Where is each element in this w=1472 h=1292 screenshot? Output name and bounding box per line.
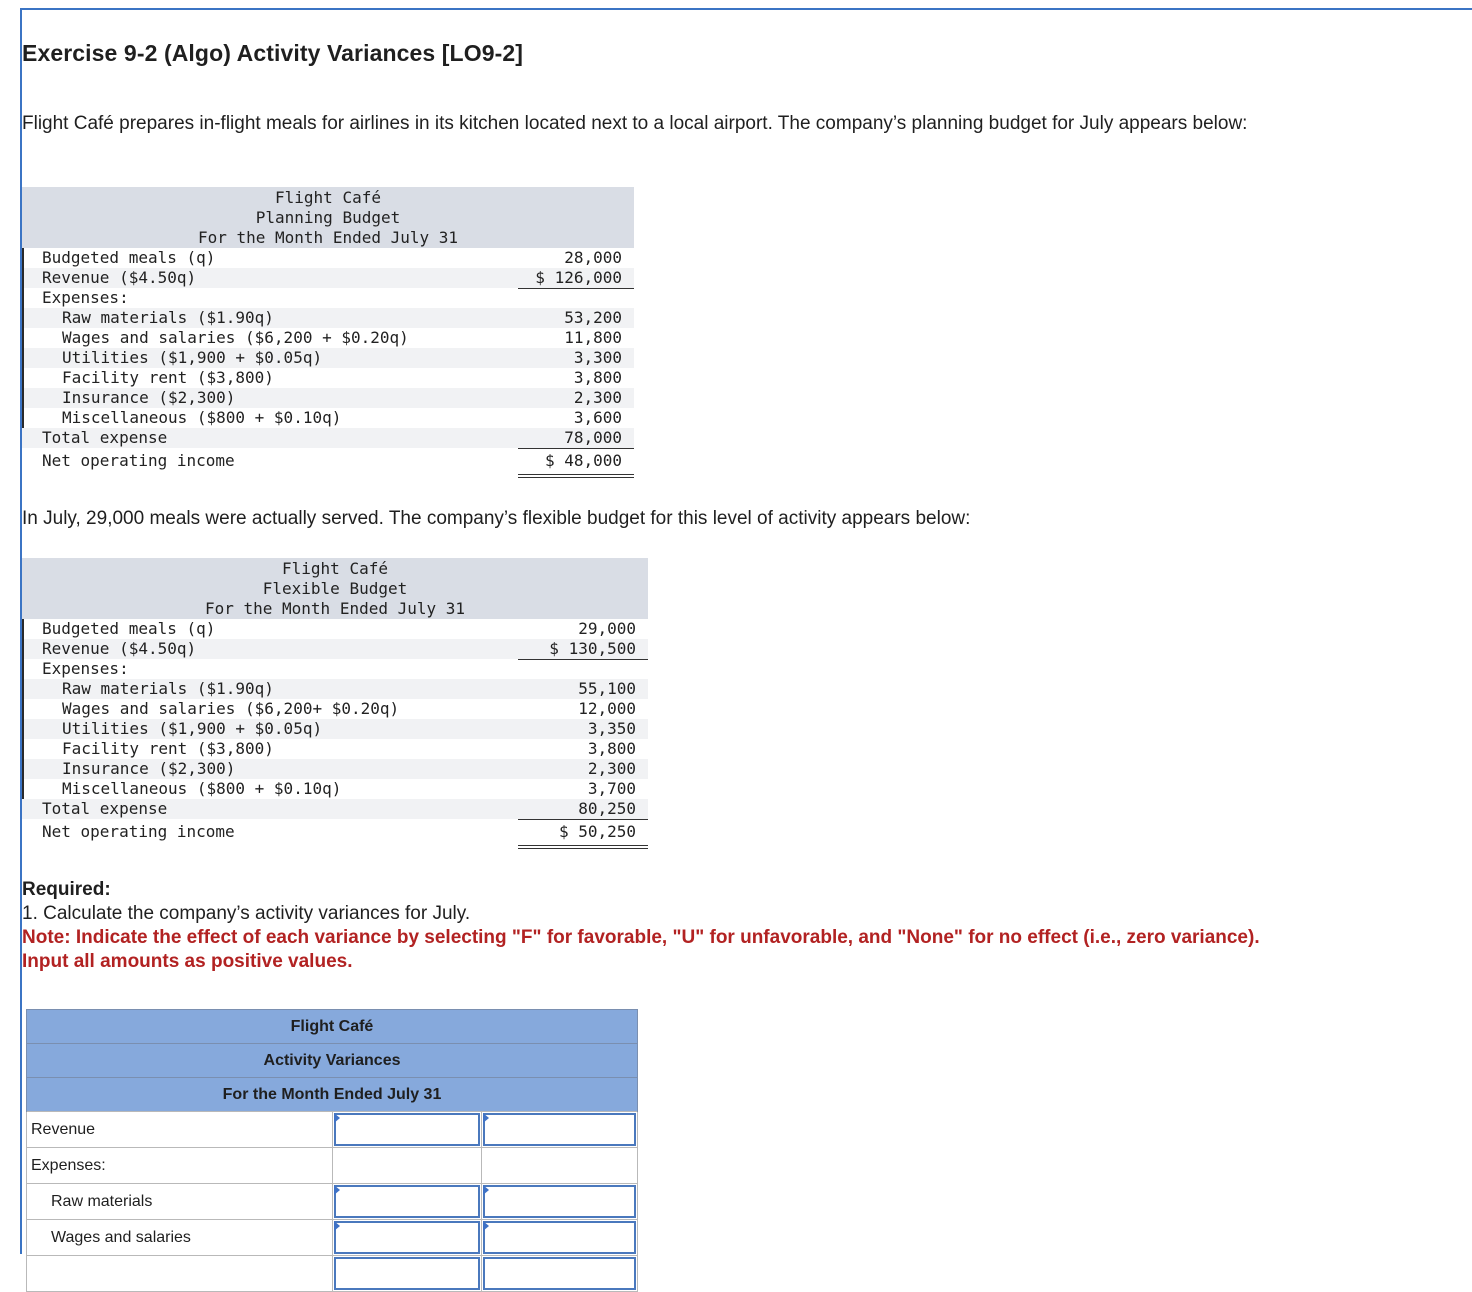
row-label: Expenses: <box>42 659 129 678</box>
required-section <box>22 878 1262 974</box>
expenses-effect-cell <box>481 1148 637 1184</box>
variance-row-next <box>27 1256 638 1292</box>
row-value: $ 130,500 <box>518 639 648 660</box>
flexible-budget-company: Flight Café <box>282 559 388 578</box>
activity-variances-table <box>26 1009 638 1292</box>
raw-materials-amount-cell <box>333 1184 481 1220</box>
row-label: Total expense <box>42 799 168 818</box>
planning-budget-title: Planning Budget <box>255 208 401 227</box>
dropdown-marker-icon <box>483 1113 489 1123</box>
variance-row-revenue <box>27 1112 638 1148</box>
revenue-amount-input[interactable] <box>334 1113 479 1146</box>
flexible-budget-title: Flexible Budget <box>262 579 408 598</box>
wages-effect-select[interactable] <box>483 1221 636 1254</box>
row-label: Total expense <box>42 428 168 447</box>
july-text: In July, 29,000 meals were actually served. The company’s flexible budget for this level of activity appears below: <box>22 508 971 529</box>
raw-materials-effect-cell <box>481 1184 637 1220</box>
planning-row-net-operating-income <box>22 448 634 474</box>
row-value: 12,000 <box>578 699 636 718</box>
row-value: $ 48,000 <box>518 448 634 478</box>
row-label: Raw materials ($1.90q) <box>62 679 274 698</box>
row-label: Facility rent ($3,800) <box>62 739 274 758</box>
revenue-effect-cell <box>481 1112 637 1148</box>
row-value: 3,350 <box>587 719 636 738</box>
row-value: 78,000 <box>518 428 634 449</box>
planning-row-raw-materials <box>22 308 634 328</box>
planning-row-budgeted-meals <box>22 248 634 268</box>
expenses-amount-cell <box>333 1148 481 1184</box>
next-effect-select[interactable] <box>483 1257 636 1290</box>
row-value: 3,600 <box>518 408 634 429</box>
row-value: 29,000 <box>578 619 636 638</box>
wages-effect-cell <box>481 1220 637 1256</box>
row-label: Net operating income <box>42 451 235 470</box>
planning-budget-header <box>22 187 634 248</box>
intro-text: Flight Café prepares in-flight meals for airlines in its kitchen located next to a local airport. The company’s planning budget for July appears below: <box>22 113 1248 134</box>
row-label: Insurance ($2,300) <box>62 759 236 778</box>
row-label: Budgeted meals (q) <box>42 248 216 267</box>
row-value: 53,200 <box>564 308 622 327</box>
flexible-row-utilities <box>22 719 648 739</box>
planning-row-total-expense <box>22 428 634 448</box>
variance-row-raw-materials <box>27 1184 638 1220</box>
row-label: Utilities ($1,900 + $0.05q) <box>62 719 323 738</box>
planning-row-wages <box>22 328 634 348</box>
planning-row-facility-rent <box>22 368 634 388</box>
variance-row-label: Expenses: <box>27 1148 333 1184</box>
row-value: 2,300 <box>573 388 622 407</box>
variance-row-expenses <box>27 1148 638 1184</box>
dropdown-marker-icon <box>334 1221 340 1231</box>
required-title: Required: <box>22 879 111 900</box>
row-label: Wages and salaries ($6,200+ $0.20q) <box>62 699 400 718</box>
row-label: Facility rent ($3,800) <box>62 368 274 387</box>
flexible-row-total-expense <box>22 799 648 819</box>
row-label: Revenue ($4.50q) <box>42 639 197 658</box>
row-label: Miscellaneous ($800 + $0.10q) <box>62 779 342 798</box>
planning-budget-table <box>22 187 634 474</box>
row-value: 28,000 <box>564 248 622 267</box>
row-label: Utilities ($1,900 + $0.05q) <box>62 348 323 367</box>
row-label: Wages and salaries ($6,200 + $0.20q) <box>62 328 409 347</box>
planning-row-insurance <box>22 388 634 408</box>
required-note: Note: Indicate the effect of each variance by selecting "F" for favorable, "U" for unfavorable, and "None" for no effect (i.e., zero variance). Input all amounts as positive values. <box>22 927 1260 972</box>
variances-header-title-row <box>27 1044 638 1078</box>
flexible-row-budgeted-meals <box>22 619 648 639</box>
row-value: 3,800 <box>573 368 622 387</box>
row-value: 2,300 <box>587 759 636 778</box>
variances-header-company-row <box>27 1010 638 1044</box>
wages-amount-input[interactable] <box>334 1221 479 1254</box>
flexible-row-raw-materials <box>22 679 648 699</box>
row-label: Net operating income <box>42 822 235 841</box>
row-value: 55,100 <box>578 679 636 698</box>
planning-row-miscellaneous <box>22 408 634 428</box>
dropdown-marker-icon <box>483 1221 489 1231</box>
variances-title: Activity Variances <box>27 1044 638 1078</box>
variances-header-period-row <box>27 1078 638 1112</box>
wages-amount-cell <box>333 1220 481 1256</box>
raw-materials-effect-select[interactable] <box>483 1185 636 1218</box>
row-label: Revenue ($4.50q) <box>42 268 197 287</box>
row-value: $ 50,250 <box>518 819 648 849</box>
next-amount-input[interactable] <box>334 1257 479 1290</box>
row-value: $ 126,000 <box>518 268 634 289</box>
row-label: Raw materials ($1.90q) <box>62 308 274 327</box>
variance-row-wages-and-salaries <box>27 1220 638 1256</box>
flexible-budget-period: For the Month Ended July 31 <box>204 599 466 618</box>
row-value: 3,700 <box>518 779 648 800</box>
row-value: 80,250 <box>518 799 648 820</box>
variance-row-label: Raw materials <box>27 1184 333 1220</box>
dropdown-marker-icon <box>483 1185 489 1195</box>
flexible-budget-header <box>22 558 648 619</box>
exercise-title: Exercise 9-2 (Algo) Activity Variances [LO9-2] <box>22 40 523 66</box>
variances-company: Flight Café <box>27 1010 638 1044</box>
flexible-budget-table <box>22 558 648 845</box>
flexible-row-insurance <box>22 759 648 779</box>
revenue-amount-cell <box>333 1112 481 1148</box>
variance-row-label: Revenue <box>27 1112 333 1148</box>
row-value: 11,800 <box>564 328 622 347</box>
flexible-row-miscellaneous <box>22 779 648 799</box>
required-item: 1. Calculate the company’s activity variances for July. <box>22 903 471 924</box>
row-value: 3,300 <box>573 348 622 367</box>
dropdown-marker-icon <box>334 1185 340 1195</box>
row-value: 3,800 <box>587 739 636 758</box>
planning-row-revenue <box>22 268 634 288</box>
variances-period: For the Month Ended July 31 <box>27 1078 638 1112</box>
planning-row-expenses <box>22 288 634 308</box>
row-label: Insurance ($2,300) <box>62 388 236 407</box>
planning-budget-period: For the Month Ended July 31 <box>197 228 459 247</box>
flexible-row-revenue <box>22 639 648 659</box>
flexible-row-wages <box>22 699 648 719</box>
planning-budget-company: Flight Café <box>275 188 381 207</box>
dropdown-marker-icon <box>334 1113 340 1123</box>
flexible-row-expenses <box>22 659 648 679</box>
flexible-row-net-operating-income <box>22 819 648 845</box>
planning-row-utilities <box>22 348 634 368</box>
row-label: Expenses: <box>42 288 129 307</box>
revenue-effect-select[interactable] <box>483 1113 636 1146</box>
variance-row-label: Wages and salaries <box>27 1220 333 1256</box>
flexible-row-facility-rent <box>22 739 648 759</box>
raw-materials-amount-input[interactable] <box>334 1185 479 1218</box>
row-label: Budgeted meals (q) <box>42 619 216 638</box>
row-label: Miscellaneous ($800 + $0.10q) <box>62 408 342 427</box>
frame-top-border <box>20 8 1472 10</box>
